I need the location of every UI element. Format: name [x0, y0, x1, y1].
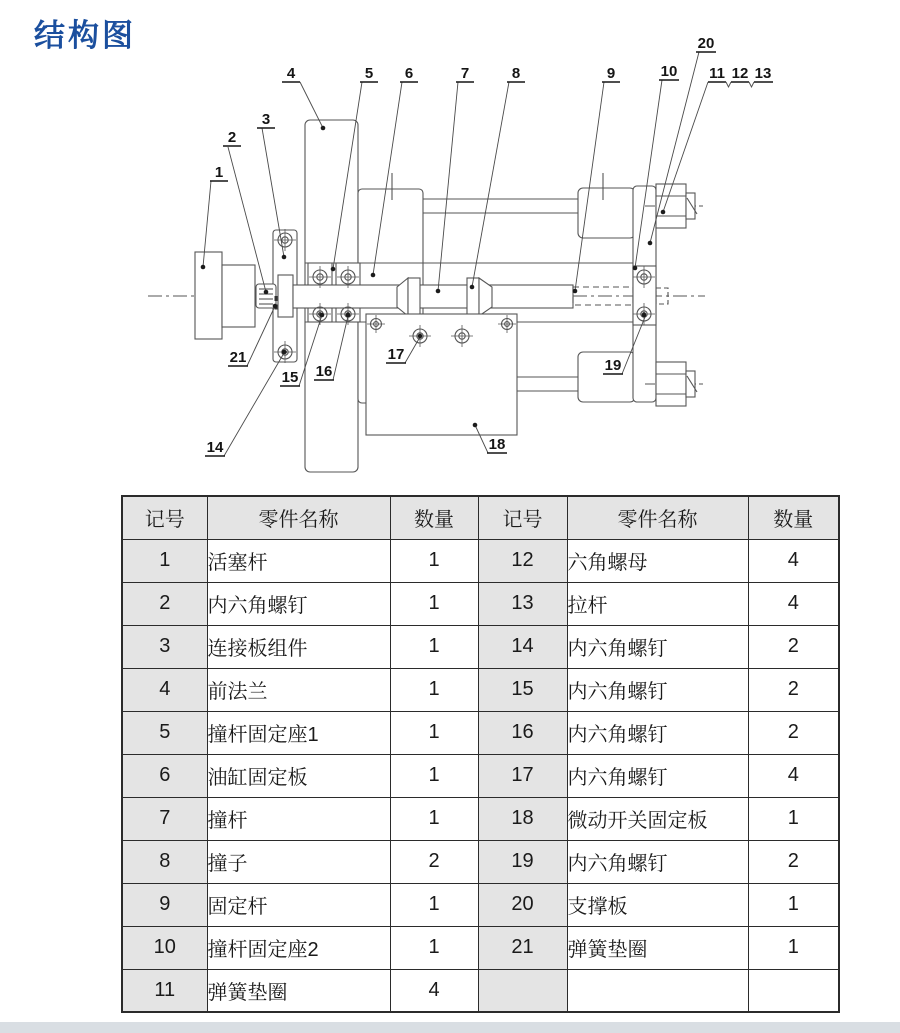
cell-part-name: 前法兰 — [207, 668, 390, 711]
svg-text:8: 8 — [511, 65, 521, 82]
svg-text:15: 15 — [281, 369, 299, 386]
cell-ref-no: 6 — [122, 754, 207, 797]
table-row — [122, 754, 839, 797]
table-row — [122, 840, 839, 883]
cell-qty: 4 — [390, 969, 478, 1012]
svg-text:13: 13 — [754, 65, 772, 82]
cell-qty: 1 — [390, 883, 478, 926]
cell-part-name: 内六角螺钉 — [567, 840, 748, 883]
cell-qty: 1 — [390, 668, 478, 711]
assembly-diagram — [0, 30, 900, 490]
cell-qty: 4 — [748, 539, 839, 582]
cell-part-name: 内六角螺钉 — [207, 582, 390, 625]
cell-qty: 2 — [748, 840, 839, 883]
table-row — [122, 625, 839, 668]
support-block-top — [578, 188, 635, 238]
svg-text:10: 10 — [660, 63, 678, 80]
svg-text:6: 6 — [404, 65, 414, 82]
piston-rod-step — [222, 265, 255, 327]
cell-ref-no: 9 — [122, 883, 207, 926]
cell-part-name: 内六角螺钉 — [567, 711, 748, 754]
cell-part-name: 连接板组件 — [207, 625, 390, 668]
cell-ref-no: 13 — [478, 582, 567, 625]
cell-part-name — [567, 969, 748, 1012]
cell-qty: 1 — [390, 625, 478, 668]
cell-ref-no: 14 — [478, 625, 567, 668]
callout-8 — [470, 65, 525, 289]
cell-part-name: 弹簧垫圈 — [567, 926, 748, 969]
striker-rod — [293, 285, 573, 308]
table-row — [122, 711, 839, 754]
cell-qty: 1 — [390, 926, 478, 969]
svg-text:12: 12 — [731, 65, 749, 82]
cell-part-name: 内六角螺钉 — [567, 668, 748, 711]
cell-ref-no: 3 — [122, 625, 207, 668]
cell-ref-no: 17 — [478, 754, 567, 797]
cell-qty: 1 — [390, 797, 478, 840]
cell-qty: 1 — [390, 754, 478, 797]
cell-ref-no: 2 — [122, 582, 207, 625]
svg-text:14: 14 — [206, 439, 224, 456]
header-part-name-right: 零件名称 — [567, 496, 748, 539]
svg-text:9: 9 — [606, 65, 616, 82]
svg-text:3: 3 — [261, 111, 271, 128]
header-ref-no-left: 记号 — [122, 496, 207, 539]
cell-ref-no: 1 — [122, 539, 207, 582]
cell-part-name: 支撑板 — [567, 883, 748, 926]
svg-text:21: 21 — [229, 349, 247, 366]
cell-ref-no: 11 — [122, 969, 207, 1012]
page-title: 结构图 — [34, 18, 136, 53]
table-row — [122, 926, 839, 969]
hex-nut-top — [656, 184, 686, 228]
cell-qty: 2 — [748, 668, 839, 711]
cell-ref-no: 7 — [122, 797, 207, 840]
table-header-row — [122, 496, 839, 539]
cell-ref-no: 21 — [478, 926, 567, 969]
svg-text:4: 4 — [286, 65, 296, 82]
svg-text:11: 11 — [709, 65, 725, 82]
piston-rod-block — [195, 252, 222, 339]
cell-ref-no — [478, 969, 567, 1012]
cell-part-name: 撞子 — [207, 840, 390, 883]
switch-plate — [366, 314, 517, 435]
cell-part-name: 撞杆固定座1 — [207, 711, 390, 754]
cell-part-name: 撞杆固定座2 — [207, 926, 390, 969]
header-qty-right: 数量 — [748, 496, 839, 539]
svg-text:18: 18 — [488, 436, 506, 453]
callout-7 — [436, 65, 474, 293]
svg-text:5: 5 — [364, 65, 374, 82]
cell-qty: 1 — [748, 926, 839, 969]
svg-text:20: 20 — [697, 35, 715, 52]
cell-part-name: 弹簧垫圈 — [207, 969, 390, 1012]
cell-qty: 1 — [390, 582, 478, 625]
cell-qty: 2 — [748, 711, 839, 754]
cell-qty: 1 — [390, 711, 478, 754]
header-part-name-left: 零件名称 — [207, 496, 390, 539]
parts-table — [121, 495, 840, 1013]
cell-qty: 4 — [748, 582, 839, 625]
cell-part-name: 内六角螺钉 — [567, 754, 748, 797]
cell-qty: 2 — [390, 840, 478, 883]
svg-text:2: 2 — [227, 129, 237, 146]
cell-qty: 1 — [748, 797, 839, 840]
table-row — [122, 539, 839, 582]
page-bottom-strip — [0, 1022, 900, 1033]
cell-part-name: 六角螺母 — [567, 539, 748, 582]
svg-text:7: 7 — [460, 65, 470, 82]
cell-part-name: 活塞杆 — [207, 539, 390, 582]
cell-qty — [748, 969, 839, 1012]
callout-4 — [282, 65, 325, 130]
cell-ref-no: 15 — [478, 668, 567, 711]
svg-text:17: 17 — [387, 346, 405, 363]
cell-ref-no: 5 — [122, 711, 207, 754]
callout-9 — [573, 65, 620, 293]
cell-qty: 1 — [748, 883, 839, 926]
cell-part-name: 油缸固定板 — [207, 754, 390, 797]
svg-text:16: 16 — [315, 363, 333, 380]
svg-text:1: 1 — [214, 164, 224, 181]
cell-ref-no: 10 — [122, 926, 207, 969]
cell-part-name: 内六角螺钉 — [567, 625, 748, 668]
cell-part-name: 固定杆 — [207, 883, 390, 926]
table-row — [122, 668, 839, 711]
header-ref-no-right: 记号 — [478, 496, 567, 539]
table-row — [122, 883, 839, 926]
cell-ref-no: 16 — [478, 711, 567, 754]
table-row — [122, 797, 839, 840]
svg-text:19: 19 — [604, 357, 622, 374]
cell-ref-no: 12 — [478, 539, 567, 582]
cell-part-name: 微动开关固定板 — [567, 797, 748, 840]
cell-ref-no: 19 — [478, 840, 567, 883]
cell-qty: 2 — [748, 625, 839, 668]
drawing-linework — [148, 120, 705, 472]
rod-boss — [278, 275, 293, 317]
cell-ref-no: 18 — [478, 797, 567, 840]
hex-nut-bottom — [656, 362, 686, 406]
cell-qty: 4 — [748, 754, 839, 797]
cell-part-name: 拉杆 — [567, 582, 748, 625]
cell-qty: 1 — [390, 539, 478, 582]
cell-ref-no: 8 — [122, 840, 207, 883]
table-row — [122, 969, 839, 1012]
header-qty-left: 数量 — [390, 496, 478, 539]
cell-ref-no: 20 — [478, 883, 567, 926]
cell-part-name: 撞杆 — [207, 797, 390, 840]
table-row — [122, 582, 839, 625]
cell-ref-no: 4 — [122, 668, 207, 711]
